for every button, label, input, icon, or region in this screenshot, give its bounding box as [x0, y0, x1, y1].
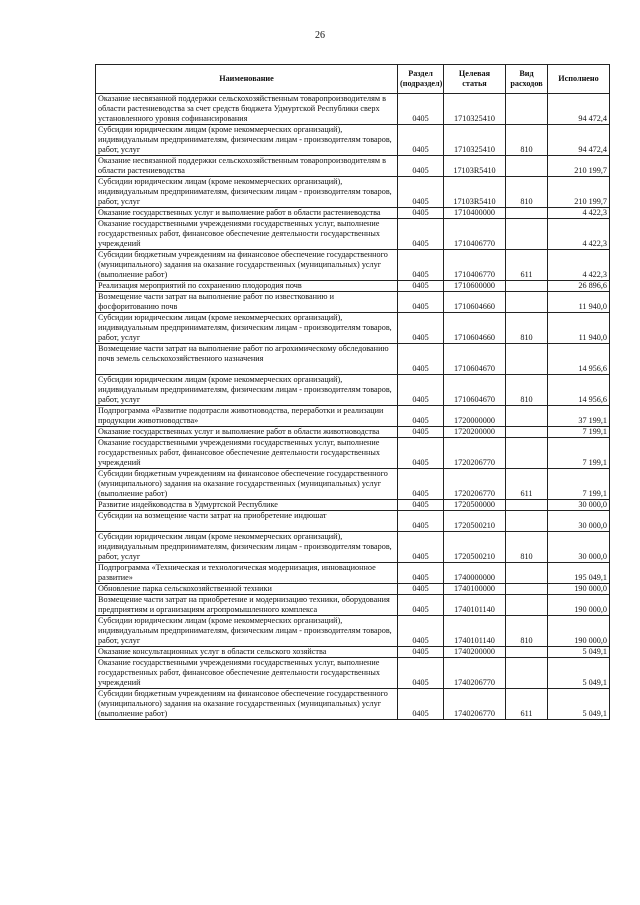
row-section-cell: 0405: [398, 344, 444, 375]
table-row: [96, 689, 610, 720]
row-type-cell: 810: [506, 313, 548, 344]
row-article-cell: 1720000000: [444, 406, 506, 427]
row-amount-cell: 7 199,1: [548, 438, 610, 469]
row-amount-cell: 7 199,1: [548, 427, 610, 438]
row-name-cell: Субсидии юридическим лицам (кроме некоммерческих организаций), индивидуальным предпринимателям, физическим лицам - производителям товаров, работ, услуг: [96, 177, 398, 208]
header-section: Раздел (подраздел): [398, 65, 444, 94]
row-type-cell: [506, 595, 548, 616]
row-type-cell: [506, 344, 548, 375]
row-article-cell: 1740200000: [444, 647, 506, 658]
row-type-cell: 611: [506, 469, 548, 500]
table-row: [96, 94, 610, 125]
row-type-cell: 810: [506, 375, 548, 406]
row-section-cell: 0405: [398, 219, 444, 250]
row-article-cell: 1720206770: [444, 469, 506, 500]
row-amount-cell: 5 049,1: [548, 689, 610, 720]
row-amount-cell: 30 000,0: [548, 511, 610, 532]
row-type-cell: [506, 219, 548, 250]
row-name-cell: Возмещение части затрат на выполнение работ по известкованию и фосфоритованию почв: [96, 292, 398, 313]
row-amount-cell: 14 956,6: [548, 344, 610, 375]
row-name-cell: Субсидии бюджетным учреждениям на финансовое обеспечение государственного (муниципального) задания на оказание государственных (муниципальных) услуг (выполнение работ): [96, 250, 398, 281]
budget-table: [95, 64, 610, 720]
row-name-cell: Оказание государственных услуг и выполнение работ в области растениеводства: [96, 208, 398, 219]
table-row: [96, 532, 610, 563]
row-type-cell: 810: [506, 125, 548, 156]
row-section-cell: 0405: [398, 375, 444, 406]
row-type-cell: [506, 647, 548, 658]
row-amount-cell: 30 000,0: [548, 500, 610, 511]
table-row: [96, 584, 610, 595]
row-type-cell: [506, 511, 548, 532]
row-article-cell: 17103R5410: [444, 156, 506, 177]
row-amount-cell: 190 000,0: [548, 616, 610, 647]
table-row: [96, 208, 610, 219]
row-article-cell: 1740206770: [444, 658, 506, 689]
row-section-cell: 0405: [398, 511, 444, 532]
row-type-cell: [506, 658, 548, 689]
row-section-cell: 0405: [398, 438, 444, 469]
header-article: Целевая статья: [444, 65, 506, 94]
row-section-cell: 0405: [398, 616, 444, 647]
row-article-cell: 1720500000: [444, 500, 506, 511]
row-name-cell: Оказание несвязанной поддержки сельскохозяйственным товаропроизводителям в области растениеводства за счет средств бюджета Удмуртской Республики сверх установленного уровня софинансирования: [96, 94, 398, 125]
row-section-cell: 0405: [398, 313, 444, 344]
row-section-cell: 0405: [398, 406, 444, 427]
row-amount-cell: 26 896,6: [548, 281, 610, 292]
row-name-cell: Оказание государственными учреждениями государственных услуг, выполнение государственных работ, финансовое обеспечение деятельности государственных учреждений: [96, 438, 398, 469]
table-row: [96, 177, 610, 208]
table-row: [96, 511, 610, 532]
table-header-row: [96, 65, 610, 94]
row-amount-cell: 11 940,0: [548, 292, 610, 313]
row-amount-cell: 190 000,0: [548, 584, 610, 595]
row-article-cell: 1710325410: [444, 94, 506, 125]
row-type-cell: [506, 208, 548, 219]
row-section-cell: 0405: [398, 469, 444, 500]
row-article-cell: 1720500210: [444, 511, 506, 532]
row-amount-cell: 210 199,7: [548, 177, 610, 208]
header-type: Вид расходов: [506, 65, 548, 94]
row-amount-cell: 37 199,1: [548, 406, 610, 427]
row-amount-cell: 195 049,1: [548, 563, 610, 584]
row-type-cell: [506, 94, 548, 125]
row-type-cell: [506, 563, 548, 584]
row-name-cell: Оказание несвязанной поддержки сельскохозяйственным товаропроизводителям в области растениеводства: [96, 156, 398, 177]
table-row: [96, 375, 610, 406]
row-name-cell: Субсидии бюджетным учреждениям на финансовое обеспечение государственного (муниципального) задания на оказание государственных (муниципальных) услуг (выполнение работ): [96, 469, 398, 500]
row-section-cell: 0405: [398, 500, 444, 511]
row-article-cell: 1740206770: [444, 689, 506, 720]
table-row: [96, 595, 610, 616]
table-row: [96, 500, 610, 511]
table-row: [96, 406, 610, 427]
row-name-cell: Субсидии юридическим лицам (кроме некоммерческих организаций), индивидуальным предпринимателям, физическим лицам - производителям товаров, работ, услуг: [96, 313, 398, 344]
row-article-cell: 1710400000: [444, 208, 506, 219]
table-row: [96, 427, 610, 438]
row-type-cell: 611: [506, 250, 548, 281]
row-name-cell: Возмещение части затрат на приобретение и модернизацию техники, оборудования предприятиям и организациям агропромышленного комплекса: [96, 595, 398, 616]
row-article-cell: 1710604660: [444, 292, 506, 313]
row-amount-cell: 4 422,3: [548, 219, 610, 250]
row-name-cell: Развитие индейководства в Удмуртской Республике: [96, 500, 398, 511]
row-type-cell: [506, 156, 548, 177]
table-row: [96, 281, 610, 292]
row-article-cell: 1710604670: [444, 375, 506, 406]
table-row: [96, 344, 610, 375]
row-section-cell: 0405: [398, 177, 444, 208]
row-type-cell: 611: [506, 689, 548, 720]
row-section-cell: 0405: [398, 156, 444, 177]
row-section-cell: 0405: [398, 292, 444, 313]
row-type-cell: [506, 292, 548, 313]
row-type-cell: [506, 427, 548, 438]
row-name-cell: Возмещение части затрат на выполнение работ по агрохимическому обследованию почв земель сельскохозяйственного назначения: [96, 344, 398, 375]
row-amount-cell: 94 472,4: [548, 94, 610, 125]
row-section-cell: 0405: [398, 647, 444, 658]
row-article-cell: 1740101140: [444, 595, 506, 616]
header-amount: Исполнено: [548, 65, 610, 94]
row-name-cell: Подпрограмма «Техническая и технологическая модернизация, инновационное развитие»: [96, 563, 398, 584]
row-article-cell: 1720500210: [444, 532, 506, 563]
row-section-cell: 0405: [398, 532, 444, 563]
table-row: [96, 616, 610, 647]
row-name-cell: Субсидии юридическим лицам (кроме некоммерческих организаций), индивидуальным предпринимателям, физическим лицам - производителям товаров, работ, услуг: [96, 532, 398, 563]
page-number: 26: [315, 30, 325, 41]
row-article-cell: 1710406770: [444, 250, 506, 281]
row-name-cell: Оказание государственными учреждениями государственных услуг, выполнение государственных работ, финансовое обеспечение деятельности государственных учреждений: [96, 219, 398, 250]
row-name-cell: Субсидии юридическим лицам (кроме некоммерческих организаций), индивидуальным предпринимателям, физическим лицам - производителям товаров, работ, услуг: [96, 125, 398, 156]
row-type-cell: [506, 281, 548, 292]
row-section-cell: 0405: [398, 689, 444, 720]
row-article-cell: 1710604670: [444, 344, 506, 375]
table-body: [96, 94, 610, 720]
row-amount-cell: 4 422,3: [548, 250, 610, 281]
row-section-cell: 0405: [398, 125, 444, 156]
row-article-cell: 1740101140: [444, 616, 506, 647]
row-article-cell: 1720206770: [444, 438, 506, 469]
row-name-cell: Оказание государственными учреждениями государственных услуг, выполнение государственных работ, финансовое обеспечение деятельности государственных учреждений: [96, 658, 398, 689]
row-section-cell: 0405: [398, 427, 444, 438]
row-section-cell: 0405: [398, 595, 444, 616]
row-article-cell: 1710604660: [444, 313, 506, 344]
row-section-cell: 0405: [398, 563, 444, 584]
row-amount-cell: 210 199,7: [548, 156, 610, 177]
row-type-cell: 810: [506, 177, 548, 208]
row-section-cell: 0405: [398, 250, 444, 281]
row-name-cell: Субсидии бюджетным учреждениям на финансовое обеспечение государственного (муниципального) задания на оказание государственных (муниципальных) услуг (выполнение работ): [96, 689, 398, 720]
row-type-cell: 810: [506, 532, 548, 563]
row-name-cell: Субсидии юридическим лицам (кроме некоммерческих организаций), индивидуальным предпринимателям, физическим лицам - производителям товаров, работ, услуг: [96, 375, 398, 406]
row-section-cell: 0405: [398, 208, 444, 219]
row-section-cell: 0405: [398, 658, 444, 689]
table-row: [96, 658, 610, 689]
row-amount-cell: 5 049,1: [548, 658, 610, 689]
table-row: [96, 313, 610, 344]
header-name: Наименование: [96, 65, 398, 94]
row-article-cell: 1740000000: [444, 563, 506, 584]
row-amount-cell: 14 956,6: [548, 375, 610, 406]
table-row: [96, 219, 610, 250]
row-name-cell: Реализация мероприятий по сохранению плодородия почв: [96, 281, 398, 292]
row-section-cell: 0405: [398, 94, 444, 125]
table-row: [96, 250, 610, 281]
row-name-cell: Оказание консультационных услуг в области сельского хозяйства: [96, 647, 398, 658]
table-row: [96, 469, 610, 500]
row-type-cell: [506, 584, 548, 595]
row-article-cell: 1720200000: [444, 427, 506, 438]
row-article-cell: 1710325410: [444, 125, 506, 156]
row-section-cell: 0405: [398, 281, 444, 292]
row-amount-cell: 5 049,1: [548, 647, 610, 658]
row-article-cell: 1710406770: [444, 219, 506, 250]
row-article-cell: 1710600000: [444, 281, 506, 292]
row-name-cell: Субсидии юридическим лицам (кроме некоммерческих организаций), индивидуальным предпринимателям, физическим лицам - производителям товаров, работ, услуг: [96, 616, 398, 647]
table-row: [96, 125, 610, 156]
row-amount-cell: 7 199,1: [548, 469, 610, 500]
table-row: [96, 438, 610, 469]
row-type-cell: [506, 500, 548, 511]
row-article-cell: 17103R5410: [444, 177, 506, 208]
row-amount-cell: 11 940,0: [548, 313, 610, 344]
row-type-cell: 810: [506, 616, 548, 647]
row-amount-cell: 190 000,0: [548, 595, 610, 616]
row-article-cell: 1740100000: [444, 584, 506, 595]
row-name-cell: Обновление парка сельскохозяйственной техники: [96, 584, 398, 595]
row-name-cell: Подпрограмма «Развитие подотрасли животноводства, переработки и реализации продукции животноводства»: [96, 406, 398, 427]
table-row: [96, 292, 610, 313]
table-row: [96, 563, 610, 584]
row-amount-cell: 94 472,4: [548, 125, 610, 156]
row-section-cell: 0405: [398, 584, 444, 595]
row-amount-cell: 30 000,0: [548, 532, 610, 563]
row-amount-cell: 4 422,3: [548, 208, 610, 219]
row-type-cell: [506, 438, 548, 469]
row-type-cell: [506, 406, 548, 427]
row-name-cell: Оказание государственных услуг и выполнение работ в области животноводства: [96, 427, 398, 438]
table-row: [96, 156, 610, 177]
row-name-cell: Субсидии на возмещение части затрат на приобретение индюшат: [96, 511, 398, 532]
table-row: [96, 647, 610, 658]
